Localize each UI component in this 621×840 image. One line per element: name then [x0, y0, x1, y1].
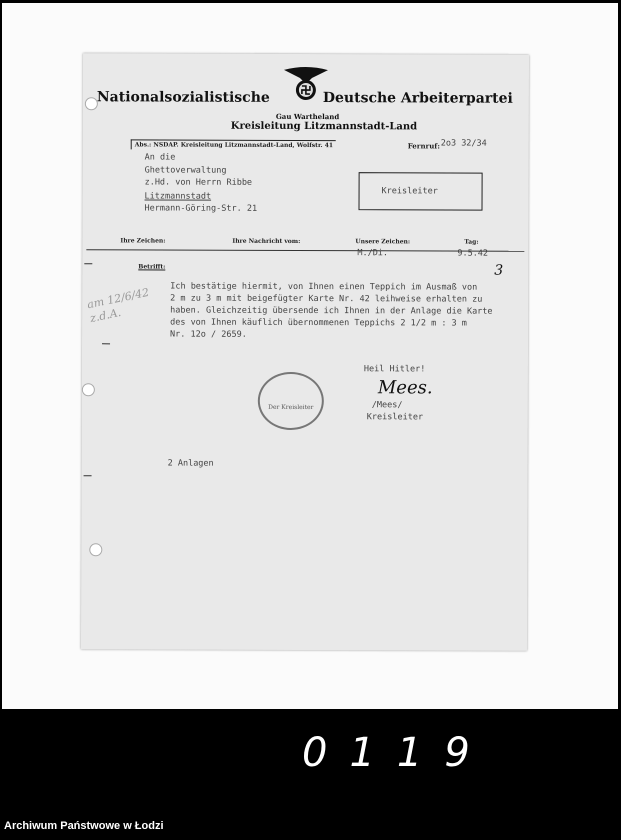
frame-number: 0119	[302, 730, 492, 776]
fold-mark	[84, 475, 92, 476]
seal-text: Der Kreisleiter	[268, 403, 314, 412]
fold-mark	[102, 343, 110, 344]
subject-label: Betrifft:	[138, 263, 166, 271]
office-name: Kreisleitung Litzmannstadt-Land	[230, 120, 418, 133]
archive-name: Archiwum Państwowe w Łodzi	[4, 820, 164, 832]
party-name-right: Deutsche Arbeiterpartei	[322, 90, 513, 107]
document-page	[81, 53, 529, 651]
body-line: 2 m zu 3 m mit beigefügter Karte Nr. 42 leihweise erhalten zu	[170, 293, 483, 305]
frame-number-panel	[262, 712, 621, 808]
recipient-city: Litzmannstadt	[144, 191, 212, 202]
your-msg-label: Ihre Nachricht vom:	[232, 237, 301, 245]
signer-title: Kreisleiter	[366, 412, 424, 423]
handwritten-margin-note: am 12/6/42 z.d.A.	[86, 285, 151, 326]
closing: Heil Hitler!	[363, 364, 426, 375]
kreisleiter-box-label: Kreisleiter	[381, 186, 438, 197]
signer-name: /Mees/	[371, 400, 403, 411]
enclosures: 2 Anlagen	[167, 458, 214, 469]
punch-hole	[89, 543, 102, 556]
date-label: Tag:	[464, 238, 479, 246]
punch-hole	[82, 383, 95, 396]
body-line: Nr. 12o / 2659.	[170, 329, 247, 340]
party-name-left: Nationalsozialistische	[96, 89, 270, 106]
gau-name: Gau Wartheland	[275, 111, 340, 122]
recipient-street: Hermann-Göring-Str. 21	[144, 203, 258, 214]
signature: Mees.	[377, 377, 433, 399]
sender-line: Abs.: NSDAP. Kreisleitung Litzmannstadt-Land, Wolfstr. 41	[131, 139, 336, 150]
recipient-line: z.Hd. von Herrn Ribbe	[144, 177, 253, 188]
phone-label: Fernruf:	[407, 141, 440, 151]
letter-date: 9.5.42	[457, 248, 489, 259]
archive-footer	[0, 812, 621, 840]
kreisleiter-box	[358, 172, 482, 210]
our-ref: M./Di.	[357, 248, 389, 259]
fold-mark	[84, 263, 92, 264]
recipient-line: Ghettoverwaltung	[144, 165, 227, 176]
official-seal	[258, 372, 324, 430]
body-line: Ich bestätige hiermit, von Ihnen einen Teppich im Ausmaß von	[170, 281, 478, 293]
our-ref-label: Unsere Zeichen:	[355, 238, 411, 246]
body-line: des von Ihnen käuflich übernommenen Teppichs 2 1/2 m : 3 m	[170, 317, 467, 329]
your-ref-label: Ihre Zeichen:	[120, 237, 166, 245]
phone-number: 2o3 32/34	[440, 138, 487, 149]
recipient-line: An die	[144, 152, 176, 163]
body-line: haben. Gleichzeitig übersende ich Ihnen in der Anlage die Karte	[170, 305, 493, 317]
page-mark: 3	[494, 262, 504, 279]
